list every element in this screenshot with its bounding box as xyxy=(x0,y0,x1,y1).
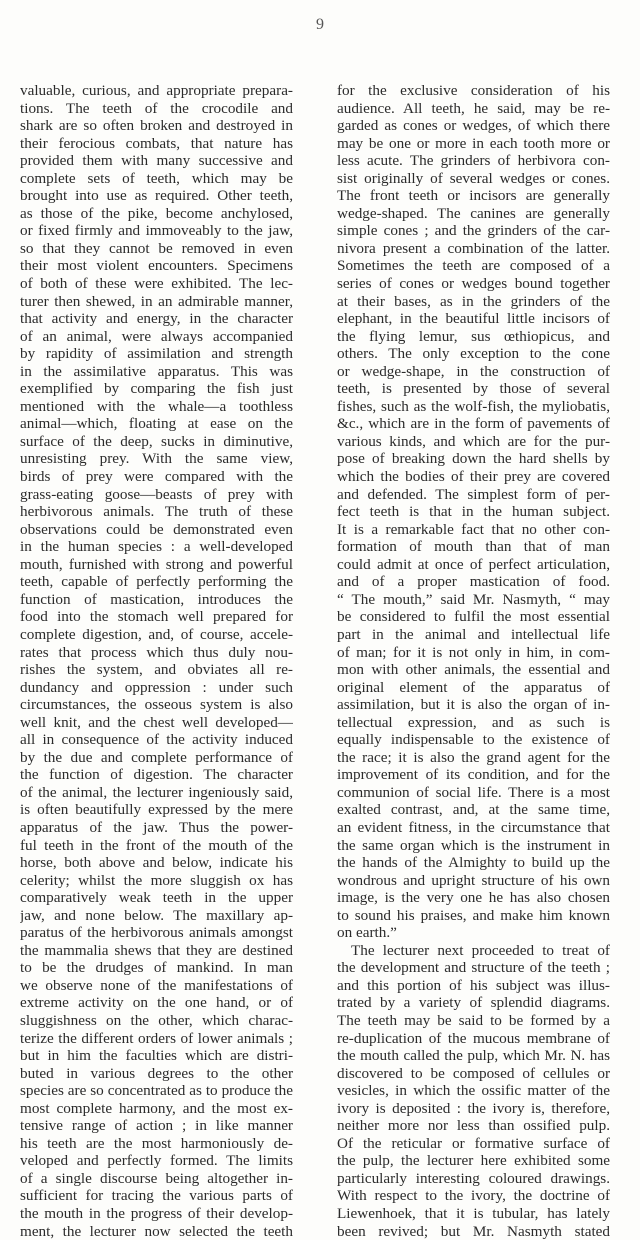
text-line: but in him the faculties which are distri- xyxy=(20,1047,293,1065)
text-line: by the due and complete performance of xyxy=(20,748,293,766)
text-line: so that they cannot be removed in even xyxy=(20,239,293,257)
text-line: observations could be demonstrated even xyxy=(20,520,293,538)
text-line: garded as cones or wedges, of which there xyxy=(337,117,610,135)
text-line: jaw, and none below. The maxillary ap- xyxy=(20,906,293,924)
text-line: to be the drudges of mankind. In man xyxy=(20,959,293,977)
text-line: image, is the very one he has also chosen xyxy=(337,889,610,907)
text-line: re-duplication of the mucous membrane of xyxy=(337,1029,610,1047)
text-line: various kinds, and which are for the pur- xyxy=(337,432,610,450)
text-line: most complete harmony, and the most ex- xyxy=(20,1099,293,1117)
text-line: could admit at once of perfect articulation, xyxy=(337,555,610,573)
text-line: for the exclusive consideration of his xyxy=(337,82,610,99)
text-line: food into the stomach well prepared for xyxy=(20,608,293,626)
text-line: grass-eating goose—beasts of prey with xyxy=(20,485,293,503)
text-line: With respect to the ivory, the doctrine of xyxy=(337,1187,610,1205)
text-line: sufficient for tracing the various parts of xyxy=(20,1187,293,1205)
text-line: teeth, capable of perfectly performing the xyxy=(20,573,293,591)
text-line: rates that process which thus duly nou- xyxy=(20,643,293,661)
text-line: sluggishness on the other, which charac- xyxy=(20,1011,293,1029)
text-line: of a single discourse being altogether in- xyxy=(20,1169,293,1187)
text-line: Of the reticular or formative surface of xyxy=(337,1134,610,1152)
text-line: in the human species : a well-developed xyxy=(20,538,293,556)
text-line: function of mastication, introduces the xyxy=(20,590,293,608)
text-line: ment, the lecturer now selected the teeth xyxy=(20,1222,293,1240)
text-line: an evident fitness, in the circumstance that xyxy=(337,818,610,836)
text-line: nivora present a combination of the latter. xyxy=(337,239,610,257)
text-line: terize the different orders of lower animals ; xyxy=(20,1029,293,1047)
text-line: audience. All teeth, he said, may be re- xyxy=(337,99,610,117)
text-line: his teeth are the most harmoniously de- xyxy=(20,1134,293,1152)
text-line: surface of the deep, sucks in diminutive, xyxy=(20,432,293,450)
text-line: veloped and perfectly formed. The limits xyxy=(20,1152,293,1170)
text-line: neither more nor less than ossified pulp. xyxy=(337,1117,610,1135)
text-line: equally indispensable to the existence of xyxy=(337,731,610,749)
text-line: and this portion of his subject was illus- xyxy=(337,976,610,994)
text-line: Liewenhoek, that it is tubular, has lately xyxy=(337,1205,610,1222)
text-line: complete digestion, and, of course, accele- xyxy=(20,625,293,643)
text-line: less acute. The grinders of herbivora con- xyxy=(337,152,610,170)
text-line: the mouth in the progress of their develop- xyxy=(20,1205,293,1222)
text-line: part in the animal and intellectual life xyxy=(337,625,610,643)
text-line: mouth, furnished with strong and powerful xyxy=(20,555,293,573)
text-line: tellectual expression, and as such is xyxy=(337,713,610,731)
text-line: their ferocious combats, that nature has xyxy=(20,134,293,152)
text-line: of an animal, were always accompanied xyxy=(20,327,293,345)
text-line: the same organ which is the instrument in xyxy=(337,836,610,854)
text-line: simple cones ; and the grinders of the car- xyxy=(337,222,610,240)
text-line: is often beautifully expressed by the mere xyxy=(20,801,293,819)
text-line: the flying lemur, sus œthiopicus, and xyxy=(337,327,610,345)
text-line: The teeth may be said to be formed by a xyxy=(337,1011,610,1029)
text-line: formation of mouth than that of man xyxy=(337,538,610,556)
text-line: The front teeth or incisors are generally xyxy=(337,187,610,205)
text-line: series of cones or wedges bound together xyxy=(337,275,610,293)
text-line: exemplified by comparing the fish just xyxy=(20,380,293,398)
text-line: assimilation, but it is also the organ of in- xyxy=(337,696,610,714)
text-line: of both of these were exhibited. The lec- xyxy=(20,275,293,293)
text-line: mentioned with the whale—a toothless xyxy=(20,397,293,415)
text-line: buted in various degrees to the other xyxy=(20,1064,293,1082)
text-line: to sound his praises, and make him known xyxy=(337,906,610,924)
text-line: birds of prey were compared with the xyxy=(20,468,293,486)
text-line: The lecturer next proceeded to treat of xyxy=(351,941,610,959)
text-column-right xyxy=(337,82,610,1240)
text-line: mon with other animals, the essential and xyxy=(337,661,610,679)
text-line: the race; it is also the grand agent for the xyxy=(337,748,610,766)
text-line: which the bodies of their prey are covered xyxy=(337,468,610,486)
text-line: celerity; whilst the more sluggish ox has xyxy=(20,871,293,889)
text-line: that activity and energy, in the character xyxy=(20,310,293,328)
text-line: sist originally of several wedges or cones. xyxy=(337,169,610,187)
text-line: apparatus of the jaw. Thus the power- xyxy=(20,818,293,836)
text-line: the pulp, the lecturer here exhibited some xyxy=(337,1152,610,1170)
text-line: paratus of the herbivorous animals amongst xyxy=(20,924,293,942)
text-line: dundancy and oppression : under such xyxy=(20,678,293,696)
text-line: of the animal, the lecturer ingeniously said, xyxy=(20,783,293,801)
text-line: we observe none of the manifestations of xyxy=(20,976,293,994)
text-line: or wedge-shape, in the construction of xyxy=(337,362,610,380)
text-line: particularly interesting coloured drawings. xyxy=(337,1169,610,1187)
text-line: fishes, such as the wolf-fish, the myliobatis, xyxy=(337,397,610,415)
text-line: trated by a variety of splendid diagrams. xyxy=(337,994,610,1012)
text-line: valuable, curious, and appropriate prepara- xyxy=(20,82,293,99)
text-line: turer then shewed, in an admirable manner, xyxy=(20,292,293,310)
text-line: herbivorous animals. The truth of these xyxy=(20,503,293,521)
text-line: others. The only exception to the cone xyxy=(337,345,610,363)
text-line: their most violent encounters. Specimens xyxy=(20,257,293,275)
text-line: improvement of its condition, and for the xyxy=(337,766,610,784)
text-line: been revived; but Mr. Nasmyth stated xyxy=(337,1222,610,1240)
text-line: tensive range of action ; in like manner xyxy=(20,1117,293,1135)
text-line: complete sets of teeth, which may be xyxy=(20,169,293,187)
text-line: all in consequence of the activity induced xyxy=(20,731,293,749)
text-line: unresisting prey. With the same view, xyxy=(20,450,293,468)
text-line: be considered to fulfil the most essential xyxy=(337,608,610,626)
text-line: the function of digestion. The character xyxy=(20,766,293,784)
text-line: extreme activity on the one hand, or of xyxy=(20,994,293,1012)
text-line: the development and structure of the teeth ; xyxy=(337,959,610,977)
text-line: of man; for it is not only in him, in com- xyxy=(337,643,610,661)
text-line: the hands of the Almighty to build up the xyxy=(337,854,610,872)
text-line: It is a remarkable fact that no other con- xyxy=(337,520,610,538)
text-line: teeth, is presented by those of several xyxy=(337,380,610,398)
text-line: or fixed firmly and immoveably to the jaw, xyxy=(20,222,293,240)
text-line: in the assimilative apparatus. This was xyxy=(20,362,293,380)
text-line: “ The mouth,” said Mr. Nasmyth, “ may xyxy=(337,590,610,608)
text-line: wedge-shaped. The canines are generally xyxy=(337,204,610,222)
text-line: the mammalia shews that they are destined xyxy=(20,941,293,959)
text-line: circumstances, the osseous system is also xyxy=(20,696,293,714)
text-line: vesicles, in which the ossific matter of the xyxy=(337,1082,610,1100)
text-line: communion of social life. There is a most xyxy=(337,783,610,801)
text-line: may be one or more in each tooth more or xyxy=(337,134,610,152)
text-line: wondrous and upright structure of his own xyxy=(337,871,610,889)
text-line: and defended. The simplest form of per- xyxy=(337,485,610,503)
text-line: animal—which, floating at ease on the xyxy=(20,415,293,433)
text-line: provided them with many successive and xyxy=(20,152,293,170)
text-line: comparatively weak teeth in the upper xyxy=(20,889,293,907)
text-line: &c., which are in the form of pavements of xyxy=(337,415,610,433)
text-line: brought into use as required. Other teeth, xyxy=(20,187,293,205)
text-line: by rapidity of assimilation and strength xyxy=(20,345,293,363)
text-line: pose of breaking down the hard shells by xyxy=(337,450,610,468)
text-line: rishes the system, and obviates all re- xyxy=(20,661,293,679)
text-line: ivory is deposited : the ivory is, therefore, xyxy=(337,1099,610,1117)
text-column-left xyxy=(20,82,293,1240)
text-line: original element of the apparatus of xyxy=(337,678,610,696)
page-number: 9 xyxy=(316,16,324,33)
text-line: Sometimes the teeth are composed of a xyxy=(337,257,610,275)
text-line: on earth.” xyxy=(337,924,397,942)
text-line: fect teeth is that in the human subject. xyxy=(337,503,610,521)
text-line: ful teeth in the front of the mouth of the xyxy=(20,836,293,854)
text-line: as those of the pike, become anchylosed, xyxy=(20,204,293,222)
text-line: shark are so often broken and destroyed in xyxy=(20,117,293,135)
text-line: well knit, and the chest well developed— xyxy=(20,713,293,731)
text-line: species are so concentrated as to produce the xyxy=(20,1082,293,1100)
text-line: discovered to be composed of cellules or xyxy=(337,1064,610,1082)
text-line: tions. The teeth of the crocodile and xyxy=(20,99,293,117)
text-line: horse, both above and below, indicate his xyxy=(20,854,293,872)
text-line: exalted contrast, and, at the same time, xyxy=(337,801,610,819)
text-line: and of a proper mastication of food. xyxy=(337,573,610,591)
text-line: the mouth called the pulp, which Mr. N. has xyxy=(337,1047,610,1065)
text-line: elephant, in the beautiful little incisors of xyxy=(337,310,610,328)
text-line: at their bases, as in the grinders of the xyxy=(337,292,610,310)
